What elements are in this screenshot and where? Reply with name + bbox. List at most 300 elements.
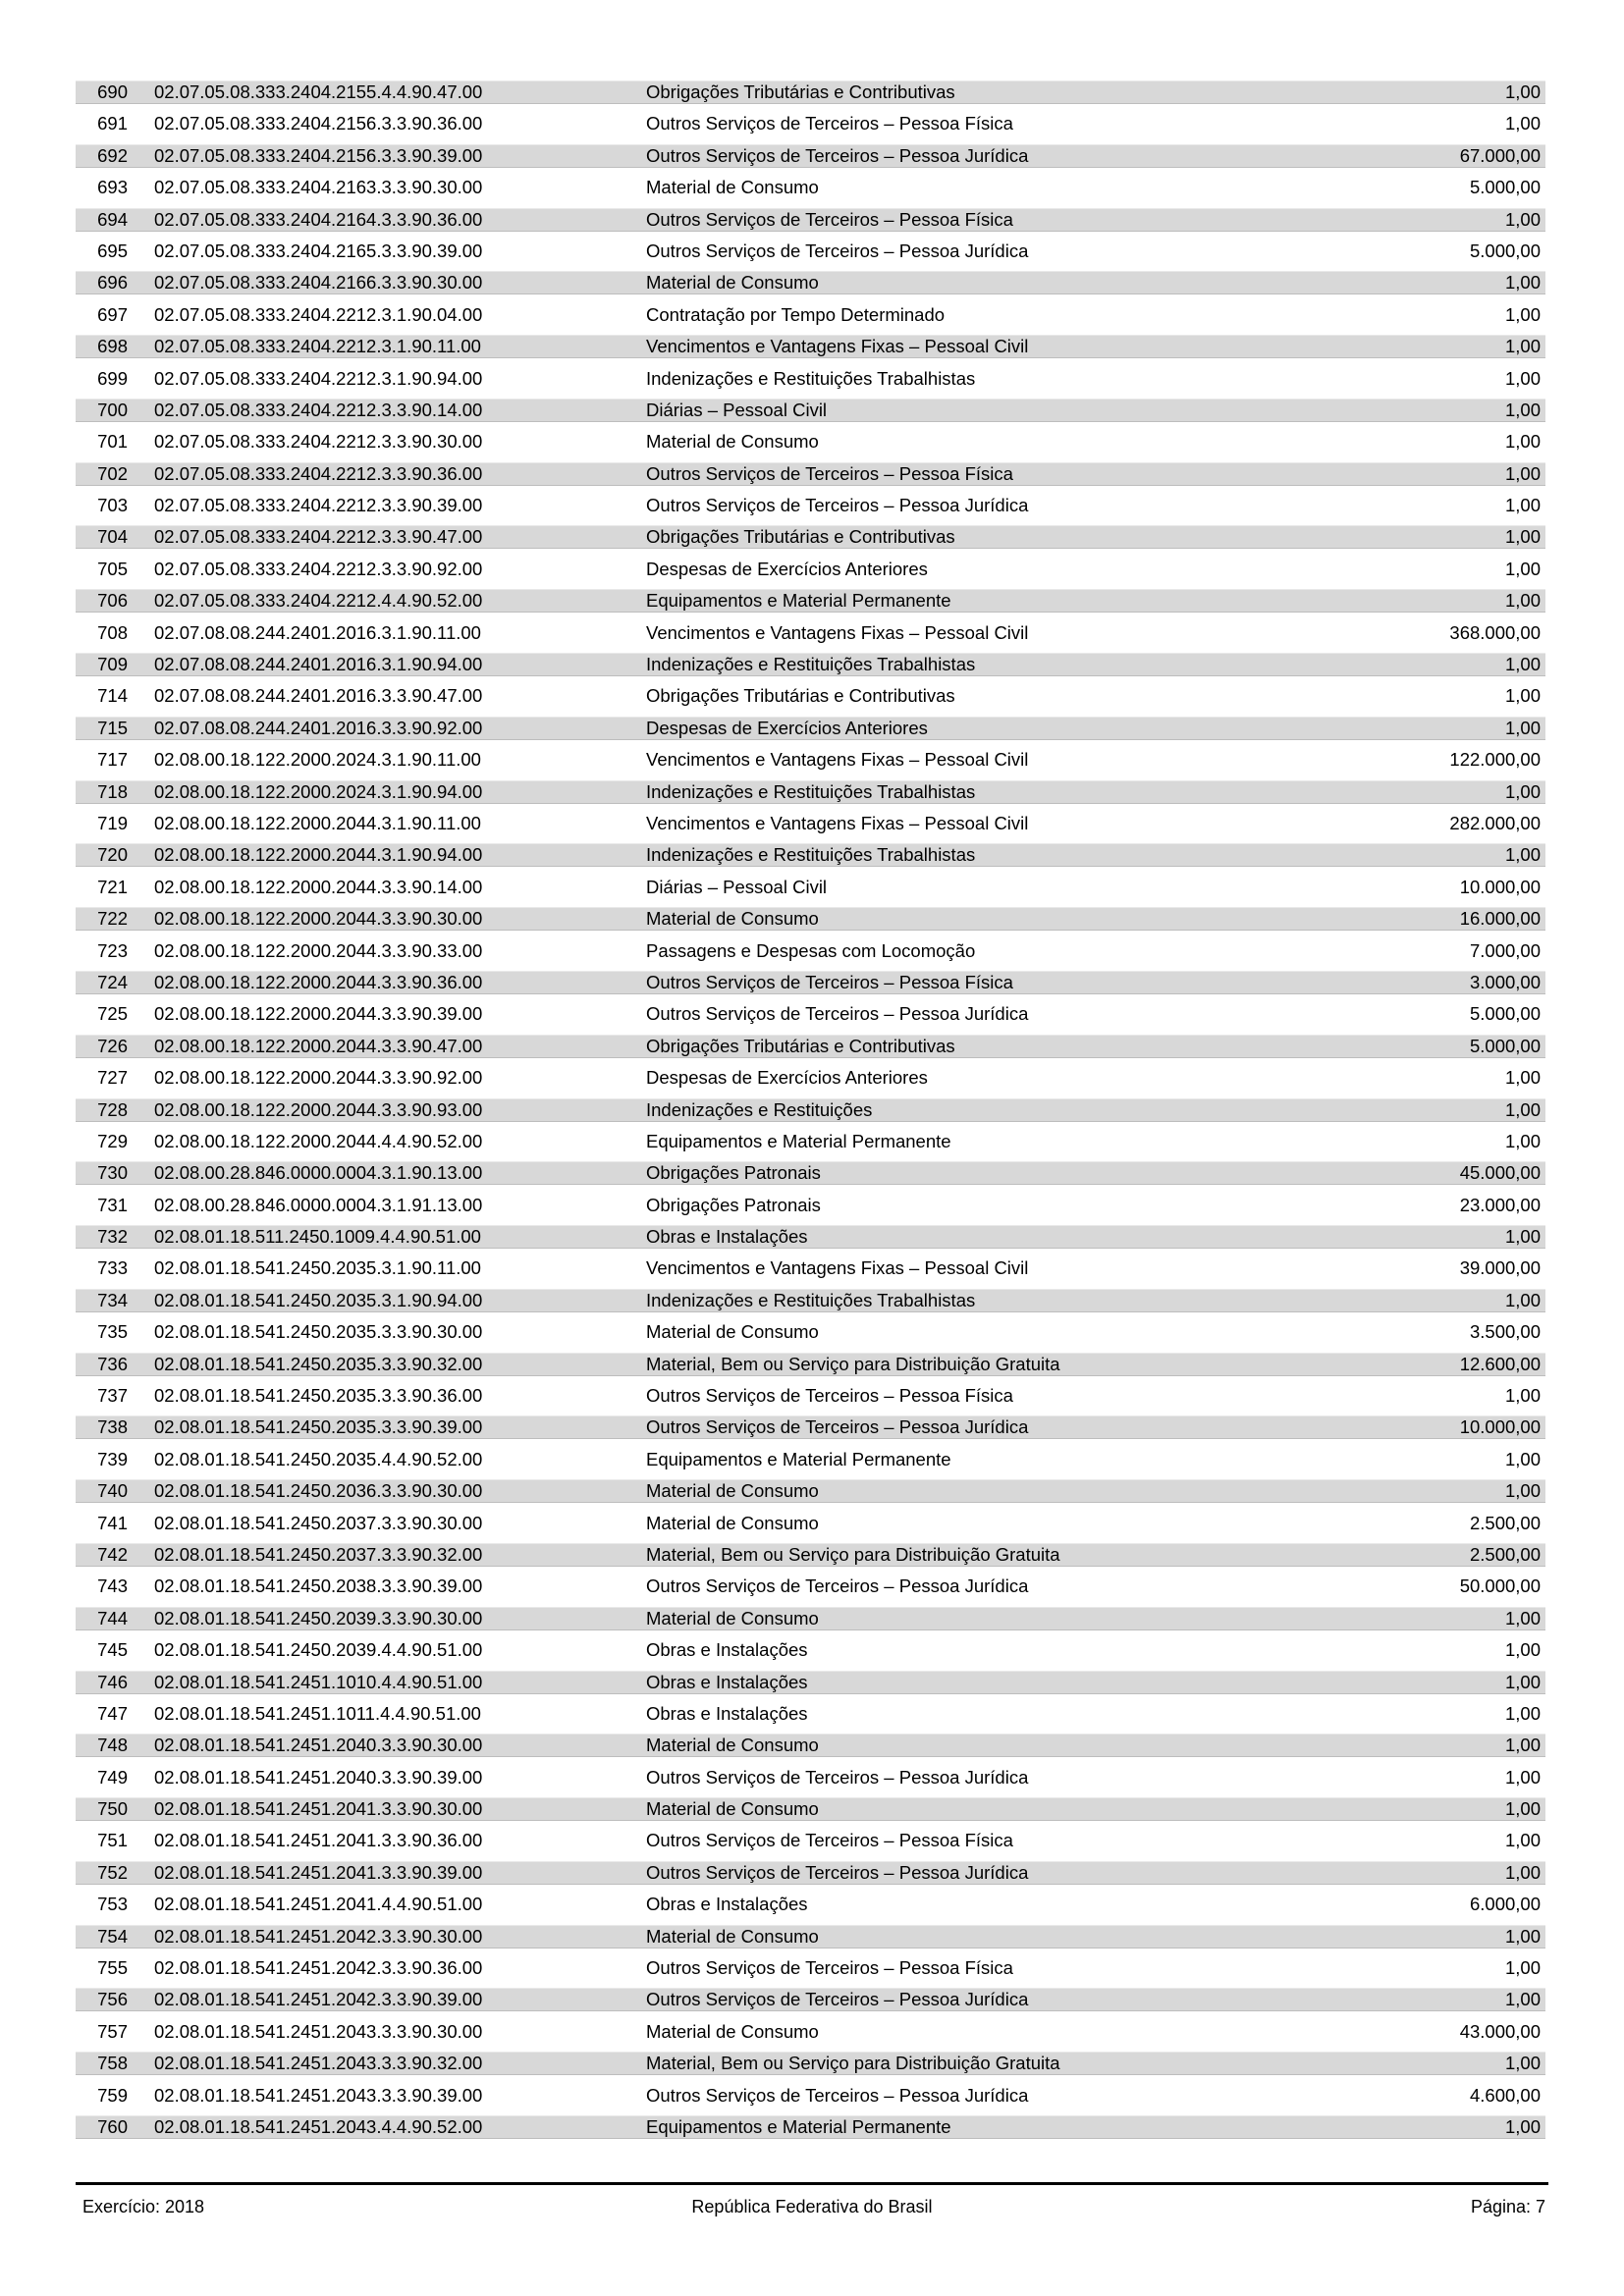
budget-code-cell: 02.08.01.18.541.2451.2043.4.4.90.52.00: [154, 2116, 483, 2137]
value-cell: 1,00: [1504, 113, 1541, 134]
footer-rule: [76, 2182, 1548, 2185]
table-row: [76, 1893, 1545, 1916]
table-row: [76, 1415, 1545, 1439]
row-number-cell: 740: [97, 1480, 128, 1502]
description-cell: Material de Consumo: [646, 908, 819, 930]
budget-code-cell: 02.08.01.18.541.2450.2039.4.4.90.51.00: [154, 1639, 483, 1661]
description-cell: Obras e Instalações: [646, 1226, 808, 1248]
row-number-cell: 695: [97, 240, 128, 261]
budget-code-cell: 02.08.00.18.122.2000.2024.3.1.90.94.00: [154, 780, 483, 802]
row-number-cell: 744: [97, 1607, 128, 1629]
row-number-cell: 699: [97, 367, 128, 389]
budget-code-cell: 02.08.01.18.541.2451.1010.4.4.90.51.00: [154, 1671, 483, 1692]
description-cell: Obras e Instalações: [646, 1671, 808, 1692]
table-row: [76, 144, 1545, 168]
value-cell: 1,00: [1504, 1798, 1541, 1820]
description-cell: Indenizações e Restituições Trabalhistas: [646, 654, 976, 675]
value-cell: 1,00: [1504, 336, 1541, 357]
table-row: [76, 240, 1545, 263]
description-cell: Passagens e Despesas com Locomoção: [646, 939, 976, 961]
table-row: [76, 1130, 1545, 1153]
row-number-cell: 731: [97, 1194, 128, 1215]
table-row: [76, 430, 1545, 454]
footer-page-number: Página: 7: [1470, 2197, 1545, 2216]
value-cell: 2.500,00: [1469, 1512, 1541, 1533]
table-row: [76, 1384, 1545, 1408]
budget-code-cell: 02.07.08.08.244.2401.2016.3.3.90.47.00: [154, 685, 483, 707]
description-cell: Outros Serviços de Terceiros – Pessoa Física: [646, 208, 1013, 230]
table-row: [76, 589, 1545, 613]
budget-code-cell: 02.08.01.18.541.2451.2041.3.3.90.39.00: [154, 1861, 483, 1883]
value-cell: 1,00: [1504, 1830, 1541, 1851]
table-row: [76, 1353, 1545, 1376]
table-row: [76, 971, 1545, 994]
budget-code-cell: 02.08.01.18.541.2451.2042.3.3.90.30.00: [154, 1925, 483, 1947]
description-cell: Obrigações Tributárias e Contributivas: [646, 1035, 955, 1056]
value-cell: 368.000,00: [1449, 621, 1541, 643]
row-number-cell: 697: [97, 303, 128, 325]
budget-code-cell: 02.07.05.08.333.2404.2212.3.1.90.04.00: [154, 303, 483, 325]
row-number-cell: 723: [97, 939, 128, 961]
row-number-cell: 709: [97, 654, 128, 675]
value-cell: 1,00: [1504, 1925, 1541, 1947]
row-number-cell: 753: [97, 1894, 128, 1915]
budget-code-cell: 02.08.01.18.541.2451.2043.3.3.90.32.00: [154, 2053, 483, 2074]
value-cell: 1,00: [1504, 431, 1541, 453]
budget-code-cell: 02.08.00.18.122.2000.2044.3.3.90.47.00: [154, 1035, 483, 1056]
table-row: [76, 1289, 1545, 1312]
budget-code-cell: 02.08.01.18.541.2450.2035.3.1.90.11.00: [154, 1257, 481, 1279]
row-number-cell: 729: [97, 1130, 128, 1151]
budget-code-cell: 02.07.05.08.333.2404.2212.3.3.90.92.00: [154, 558, 483, 579]
description-cell: Obrigações Tributárias e Contributivas: [646, 526, 955, 548]
row-number-cell: 718: [97, 780, 128, 802]
table-row: [76, 1702, 1545, 1726]
value-cell: 1,00: [1504, 717, 1541, 738]
row-number-cell: 694: [97, 208, 128, 230]
table-row: [76, 2052, 1545, 2075]
value-cell: 1,00: [1504, 81, 1541, 102]
row-number-cell: 704: [97, 526, 128, 548]
table-row: [76, 1797, 1545, 1821]
row-number-cell: 715: [97, 717, 128, 738]
value-cell: 1,00: [1504, 558, 1541, 579]
description-cell: Indenizações e Restituições Trabalhistas: [646, 1289, 976, 1310]
row-number-cell: 757: [97, 2020, 128, 2042]
table-row: [76, 1638, 1545, 1662]
row-number-cell: 751: [97, 1830, 128, 1851]
description-cell: Equipamentos e Material Permanente: [646, 590, 951, 612]
budget-code-cell: 02.08.00.18.122.2000.2044.3.3.90.39.00: [154, 1003, 483, 1025]
row-number-cell: 706: [97, 590, 128, 612]
description-cell: Equipamentos e Material Permanente: [646, 2116, 951, 2137]
table-row: [76, 176, 1545, 199]
budget-code-cell: 02.08.01.18.541.2450.2036.3.3.90.30.00: [154, 1480, 483, 1502]
table-row: [76, 843, 1545, 867]
budget-code-cell: 02.07.05.08.333.2404.2156.3.3.90.39.00: [154, 144, 483, 166]
row-number-cell: 749: [97, 1766, 128, 1788]
table-row: [76, 653, 1545, 676]
table-row: [76, 1225, 1545, 1249]
description-cell: Material de Consumo: [646, 1607, 819, 1629]
description-cell: Material de Consumo: [646, 1735, 819, 1756]
row-number-cell: 700: [97, 399, 128, 420]
table-row: [76, 494, 1545, 517]
value-cell: 1,00: [1504, 1130, 1541, 1151]
description-cell: Outros Serviços de Terceiros – Pessoa Física: [646, 462, 1013, 484]
description-cell: Outros Serviços de Terceiros – Pessoa Física: [646, 1957, 1013, 1979]
description-cell: Obrigações Patronais: [646, 1162, 821, 1184]
budget-code-cell: 02.07.05.08.333.2404.2212.3.3.90.39.00: [154, 495, 483, 516]
value-cell: 1,00: [1504, 303, 1541, 325]
value-cell: 1,00: [1504, 1385, 1541, 1407]
value-cell: 3.500,00: [1469, 1321, 1541, 1343]
description-cell: Outros Serviços de Terceiros – Pessoa Jurídica: [646, 1989, 1029, 2010]
description-cell: Vencimentos e Vantagens Fixas – Pessoal Civil: [646, 1257, 1029, 1279]
value-cell: 2.500,00: [1469, 1543, 1541, 1565]
description-cell: Outros Serviços de Terceiros – Pessoa Jurídica: [646, 1766, 1029, 1788]
row-number-cell: 739: [97, 1448, 128, 1469]
table-row: [76, 335, 1545, 358]
row-number-cell: 691: [97, 113, 128, 134]
description-cell: Obras e Instalações: [646, 1639, 808, 1661]
table-row: [76, 1988, 1545, 2011]
budget-code-cell: 02.07.05.08.333.2404.2212.3.3.90.36.00: [154, 462, 483, 484]
table-row: [76, 367, 1545, 391]
footer-exercise-label: Exercício: 2018: [82, 2197, 205, 2216]
budget-code-cell: 02.08.01.18.541.2451.2040.3.3.90.39.00: [154, 1766, 483, 1788]
table-row: [76, 748, 1545, 772]
row-number-cell: 725: [97, 1003, 128, 1025]
value-cell: 6.000,00: [1469, 1894, 1541, 1915]
budget-code-cell: 02.08.01.18.541.2450.2037.3.3.90.32.00: [154, 1543, 483, 1565]
budget-code-cell: 02.08.00.18.122.2000.2044.3.1.90.11.00: [154, 812, 481, 833]
description-cell: Indenizações e Restituições Trabalhistas: [646, 844, 976, 866]
budget-code-cell: 02.08.01.18.541.2450.2035.3.3.90.39.00: [154, 1416, 483, 1438]
budget-code-cell: 02.07.05.08.333.2404.2212.3.1.90.11.00: [154, 336, 481, 357]
value-cell: 1,00: [1504, 1639, 1541, 1661]
value-cell: 1,00: [1504, 1448, 1541, 1469]
budget-code-cell: 02.08.00.28.846.0000.0004.3.1.90.13.00: [154, 1162, 483, 1184]
table-row: [76, 1161, 1545, 1185]
description-cell: Outros Serviços de Terceiros – Pessoa Física: [646, 1830, 1013, 1851]
value-cell: 1,00: [1504, 367, 1541, 389]
budget-code-cell: 02.07.05.08.333.2404.2212.3.3.90.14.00: [154, 399, 483, 420]
budget-code-cell: 02.07.05.08.333.2404.2164.3.3.90.36.00: [154, 208, 483, 230]
description-cell: Obrigações Tributárias e Contributivas: [646, 685, 955, 707]
description-cell: Outros Serviços de Terceiros – Pessoa Física: [646, 971, 1013, 992]
budget-table: [76, 80, 1545, 2147]
value-cell: 10.000,00: [1459, 876, 1541, 897]
budget-code-cell: 02.08.01.18.541.2450.2035.3.1.90.94.00: [154, 1289, 483, 1310]
budget-code-cell: 02.08.01.18.541.2450.2039.3.3.90.30.00: [154, 1607, 483, 1629]
value-cell: 122.000,00: [1449, 749, 1541, 771]
table-row: [76, 1575, 1545, 1598]
row-number-cell: 734: [97, 1289, 128, 1310]
row-number-cell: 750: [97, 1798, 128, 1820]
row-number-cell: 696: [97, 272, 128, 294]
description-cell: Material de Consumo: [646, 1321, 819, 1343]
value-cell: 1,00: [1504, 1702, 1541, 1724]
description-cell: Vencimentos e Vantagens Fixas – Pessoal Civil: [646, 812, 1029, 833]
value-cell: 39.000,00: [1459, 1257, 1541, 1279]
description-cell: Outros Serviços de Terceiros – Pessoa Jurídica: [646, 2084, 1029, 2106]
description-cell: Material de Consumo: [646, 1512, 819, 1533]
value-cell: 1,00: [1504, 1766, 1541, 1788]
description-cell: Material de Consumo: [646, 1480, 819, 1502]
budget-code-cell: 02.08.01.18.541.2451.2042.3.3.90.36.00: [154, 1957, 483, 1979]
row-number-cell: 717: [97, 749, 128, 771]
budget-code-cell: 02.08.00.18.122.2000.2044.3.3.90.33.00: [154, 939, 483, 961]
budget-code-cell: 02.07.05.08.333.2404.2156.3.3.90.36.00: [154, 113, 483, 134]
description-cell: Indenizações e Restituições: [646, 1098, 873, 1120]
row-number-cell: 760: [97, 2116, 128, 2137]
value-cell: 1,00: [1504, 685, 1541, 707]
budget-code-cell: 02.08.00.18.122.2000.2044.3.3.90.36.00: [154, 971, 483, 992]
description-cell: Material, Bem ou Serviço para Distribuição Gratuita: [646, 1353, 1060, 1374]
description-cell: Equipamentos e Material Permanente: [646, 1130, 951, 1151]
description-cell: Vencimentos e Vantagens Fixas – Pessoal Civil: [646, 749, 1029, 771]
row-number-cell: 759: [97, 2084, 128, 2106]
table-row: [76, 1861, 1545, 1885]
budget-code-cell: 02.07.05.08.333.2404.2165.3.3.90.39.00: [154, 240, 483, 261]
description-cell: Despesas de Exercícios Anteriores: [646, 1067, 928, 1089]
row-number-cell: 721: [97, 876, 128, 897]
row-number-cell: 741: [97, 1512, 128, 1533]
description-cell: Material, Bem ou Serviço para Distribuição Gratuita: [646, 1543, 1060, 1565]
budget-code-cell: 02.08.01.18.541.2451.1011.4.4.90.51.00: [154, 1702, 481, 1724]
table-row: [76, 525, 1545, 549]
budget-code-cell: 02.08.01.18.541.2450.2037.3.3.90.30.00: [154, 1512, 483, 1533]
table-row: [76, 939, 1545, 963]
budget-code-cell: 02.07.08.08.244.2401.2016.3.1.90.11.00: [154, 621, 481, 643]
budget-code-cell: 02.07.08.08.244.2401.2016.3.1.90.94.00: [154, 654, 483, 675]
description-cell: Despesas de Exercícios Anteriores: [646, 717, 928, 738]
budget-code-cell: 02.07.08.08.244.2401.2016.3.3.90.92.00: [154, 717, 483, 738]
description-cell: Material de Consumo: [646, 177, 819, 198]
table-row: [76, 80, 1545, 104]
value-cell: 12.600,00: [1459, 1353, 1541, 1374]
row-number-cell: 705: [97, 558, 128, 579]
value-cell: 1,00: [1504, 1861, 1541, 1883]
description-cell: Outros Serviços de Terceiros – Pessoa Jurídica: [646, 1003, 1029, 1025]
budget-code-cell: 02.07.05.08.333.2404.2212.3.3.90.47.00: [154, 526, 483, 548]
table-row: [76, 1607, 1545, 1630]
page-footer: [76, 2195, 1548, 2218]
row-number-cell: 752: [97, 1861, 128, 1883]
description-cell: Indenizações e Restituições Trabalhistas: [646, 367, 976, 389]
footer-country-title: República Federativa do Brasil: [691, 2197, 933, 2216]
value-cell: 1,00: [1504, 1226, 1541, 1248]
table-row: [76, 2115, 1545, 2139]
table-row: [76, 1448, 1545, 1471]
table-row: [76, 462, 1545, 486]
row-number-cell: 742: [97, 1543, 128, 1565]
budget-code-cell: 02.08.01.18.541.2451.2041.3.3.90.36.00: [154, 1830, 483, 1851]
row-number-cell: 754: [97, 1925, 128, 1947]
value-cell: 5.000,00: [1469, 177, 1541, 198]
budget-code-cell: 02.08.01.18.541.2450.2035.3.3.90.36.00: [154, 1385, 483, 1407]
table-row: [76, 2020, 1545, 2044]
table-row: [76, 1766, 1545, 1789]
budget-code-cell: 02.08.01.18.541.2451.2042.3.3.90.39.00: [154, 1989, 483, 2010]
budget-code-cell: 02.07.05.08.333.2404.2212.3.1.90.94.00: [154, 367, 483, 389]
row-number-cell: 743: [97, 1575, 128, 1597]
description-cell: Obras e Instalações: [646, 1894, 808, 1915]
budget-code-cell: 02.07.05.08.333.2404.2163.3.3.90.30.00: [154, 177, 483, 198]
table-row: [76, 1035, 1545, 1058]
value-cell: 282.000,00: [1449, 812, 1541, 833]
description-cell: Obrigações Patronais: [646, 1194, 821, 1215]
value-cell: 3.000,00: [1469, 971, 1541, 992]
budget-code-cell: 02.07.05.08.333.2404.2212.3.3.90.30.00: [154, 431, 483, 453]
description-cell: Outros Serviços de Terceiros – Pessoa Física: [646, 113, 1013, 134]
description-cell: Outros Serviços de Terceiros – Pessoa Jurídica: [646, 1575, 1029, 1597]
description-cell: Material de Consumo: [646, 272, 819, 294]
value-cell: 1,00: [1504, 1957, 1541, 1979]
row-number-cell: 724: [97, 971, 128, 992]
row-number-cell: 726: [97, 1035, 128, 1056]
description-cell: Outros Serviços de Terceiros – Pessoa Jurídica: [646, 1861, 1029, 1883]
table-row: [76, 1543, 1545, 1567]
table-row: [76, 1512, 1545, 1535]
table-row: [76, 1256, 1545, 1280]
value-cell: 1,00: [1504, 1989, 1541, 2010]
description-cell: Obrigações Tributárias e Contributivas: [646, 81, 955, 102]
budget-code-cell: 02.07.05.08.333.2404.2155.4.4.90.47.00: [154, 81, 483, 102]
description-cell: Diárias – Pessoal Civil: [646, 876, 828, 897]
table-row: [76, 399, 1545, 422]
table-row: [76, 303, 1545, 327]
row-number-cell: 755: [97, 1957, 128, 1979]
description-cell: Material, Bem ou Serviço para Distribuição Gratuita: [646, 2053, 1060, 2074]
table-row: [76, 621, 1545, 645]
budget-code-cell: 02.08.01.18.541.2450.2035.4.4.90.52.00: [154, 1448, 483, 1469]
row-number-cell: 701: [97, 431, 128, 453]
value-cell: 1,00: [1504, 1067, 1541, 1089]
value-cell: 23.000,00: [1459, 1194, 1541, 1215]
table-row: [76, 812, 1545, 835]
value-cell: 5.000,00: [1469, 240, 1541, 261]
table-row: [76, 1066, 1545, 1090]
value-cell: 16.000,00: [1459, 908, 1541, 930]
table-row: [76, 717, 1545, 740]
value-cell: 1,00: [1504, 1098, 1541, 1120]
budget-code-cell: 02.08.00.18.122.2000.2044.3.1.90.94.00: [154, 844, 483, 866]
table-row: [76, 1098, 1545, 1122]
row-number-cell: 735: [97, 1321, 128, 1343]
value-cell: 1,00: [1504, 462, 1541, 484]
description-cell: Diárias – Pessoal Civil: [646, 399, 828, 420]
value-cell: 1,00: [1504, 526, 1541, 548]
table-row: [76, 1002, 1545, 1026]
table-row: [76, 1320, 1545, 1344]
row-number-cell: 702: [97, 462, 128, 484]
table-row: [76, 558, 1545, 581]
budget-code-cell: 02.08.01.18.541.2451.2043.3.3.90.30.00: [154, 2020, 483, 2042]
description-cell: Material de Consumo: [646, 2020, 819, 2042]
value-cell: 4.600,00: [1469, 2084, 1541, 2106]
row-number-cell: 738: [97, 1416, 128, 1438]
row-number-cell: 736: [97, 1353, 128, 1374]
budget-code-cell: 02.08.00.18.122.2000.2024.3.1.90.11.00: [154, 749, 481, 771]
table-row: [76, 1194, 1545, 1217]
description-cell: Vencimentos e Vantagens Fixas – Pessoal Civil: [646, 336, 1029, 357]
row-number-cell: 756: [97, 1989, 128, 2010]
row-number-cell: 698: [97, 336, 128, 357]
table-row: [76, 684, 1545, 708]
value-cell: 1,00: [1504, 1289, 1541, 1310]
value-cell: 5.000,00: [1469, 1003, 1541, 1025]
description-cell: Outros Serviços de Terceiros – Pessoa Jurídica: [646, 240, 1029, 261]
budget-code-cell: 02.08.01.18.541.2450.2038.3.3.90.39.00: [154, 1575, 483, 1597]
description-cell: Indenizações e Restituições Trabalhistas: [646, 780, 976, 802]
row-number-cell: 733: [97, 1257, 128, 1279]
table-row: [76, 907, 1545, 931]
table-row: [76, 1956, 1545, 1980]
table-row: [76, 112, 1545, 135]
description-cell: Obras e Instalações: [646, 1702, 808, 1724]
table-row: [76, 876, 1545, 899]
value-cell: 1,00: [1504, 654, 1541, 675]
description-cell: Vencimentos e Vantagens Fixas – Pessoal Civil: [646, 621, 1029, 643]
row-number-cell: 727: [97, 1067, 128, 1089]
row-number-cell: 737: [97, 1385, 128, 1407]
table-row: [76, 271, 1545, 294]
budget-code-cell: 02.08.01.18.541.2450.2035.3.3.90.32.00: [154, 1353, 483, 1374]
table-row: [76, 1829, 1545, 1852]
row-number-cell: 732: [97, 1226, 128, 1248]
row-number-cell: 730: [97, 1162, 128, 1184]
value-cell: 1,00: [1504, 208, 1541, 230]
description-cell: Outros Serviços de Terceiros – Pessoa Física: [646, 1385, 1013, 1407]
description-cell: Equipamentos e Material Permanente: [646, 1448, 951, 1469]
budget-code-cell: 02.08.01.18.541.2451.2041.3.3.90.30.00: [154, 1798, 483, 1820]
table-row: [76, 1925, 1545, 1949]
budget-code-cell: 02.08.01.18.511.2450.1009.4.4.90.51.00: [154, 1226, 481, 1248]
value-cell: 1,00: [1504, 399, 1541, 420]
value-cell: 67.000,00: [1459, 144, 1541, 166]
budget-code-cell: 02.08.01.18.541.2450.2035.3.3.90.30.00: [154, 1321, 483, 1343]
table-row: [76, 780, 1545, 804]
row-number-cell: 708: [97, 621, 128, 643]
value-cell: 1,00: [1504, 590, 1541, 612]
description-cell: Outros Serviços de Terceiros – Pessoa Jurídica: [646, 1416, 1029, 1438]
value-cell: 1,00: [1504, 1735, 1541, 1756]
description-cell: Material de Consumo: [646, 1798, 819, 1820]
description-cell: Despesas de Exercícios Anteriores: [646, 558, 928, 579]
value-cell: 45.000,00: [1459, 1162, 1541, 1184]
value-cell: 1,00: [1504, 1607, 1541, 1629]
description-cell: Material de Consumo: [646, 431, 819, 453]
budget-code-cell: 02.07.05.08.333.2404.2212.4.4.90.52.00: [154, 590, 483, 612]
row-number-cell: 722: [97, 908, 128, 930]
description-cell: Outros Serviços de Terceiros – Pessoa Jurídica: [646, 144, 1029, 166]
value-cell: 1,00: [1504, 2053, 1541, 2074]
budget-code-cell: 02.08.01.18.541.2451.2041.4.4.90.51.00: [154, 1894, 483, 1915]
row-number-cell: 747: [97, 1702, 128, 1724]
table-row: [76, 1734, 1545, 1757]
row-number-cell: 728: [97, 1098, 128, 1120]
budget-code-cell: 02.08.00.28.846.0000.0004.3.1.91.13.00: [154, 1194, 483, 1215]
row-number-cell: 692: [97, 144, 128, 166]
value-cell: 5.000,00: [1469, 1035, 1541, 1056]
value-cell: 10.000,00: [1459, 1416, 1541, 1438]
row-number-cell: 690: [97, 81, 128, 102]
table-row: [76, 2084, 1545, 2108]
budget-code-cell: 02.08.01.18.541.2451.2040.3.3.90.30.00: [154, 1735, 483, 1756]
table-row: [76, 208, 1545, 232]
